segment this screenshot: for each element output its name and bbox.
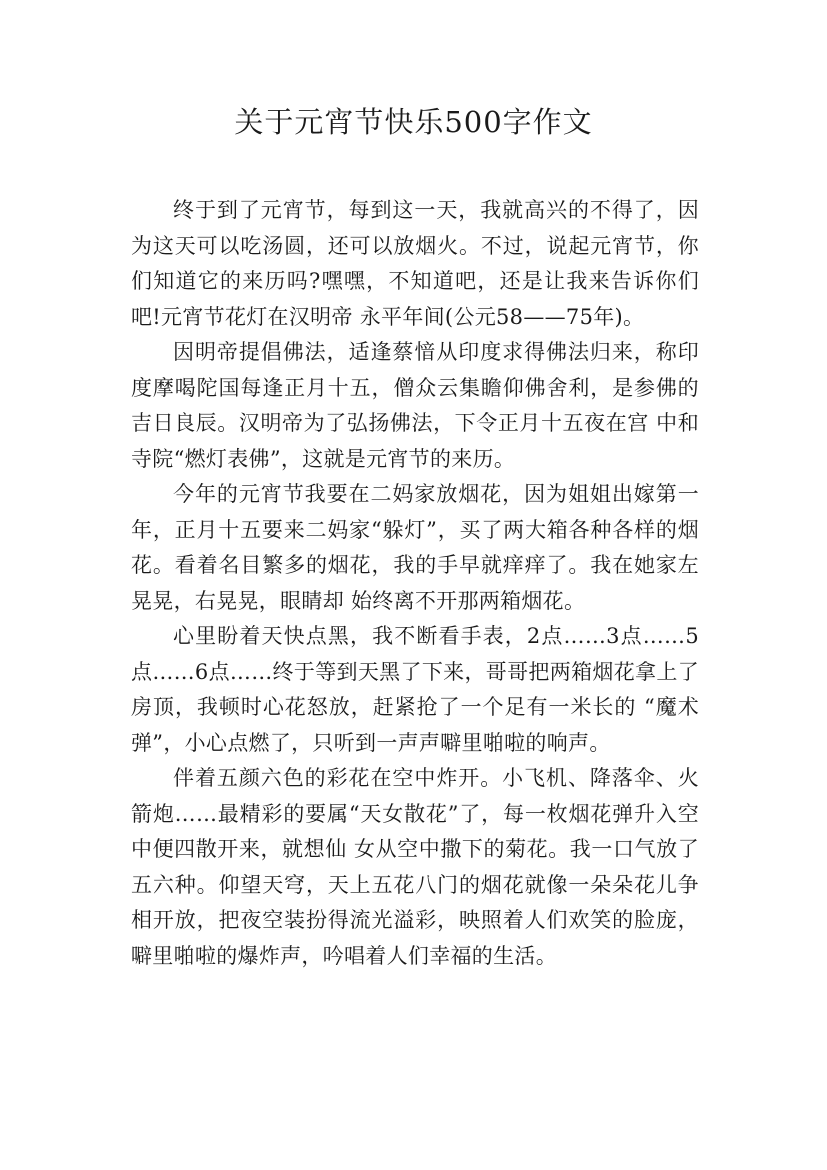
- paragraph-5: 伴着五颜六色的彩花在空中炸开。小飞机、降落伞、火箭炮……最精彩的要属“天女散花”了，每一枚烟花弹升入空中便四散开来，就想仙 女从空中撒下的菊花。我一口气放了五六种。仰望天穹，天上五花八门的烟花就像一朵朵花儿争相开放，把夜空装扮得流光溢彩，映照着人们欢笑的脸庞，噼里啪啦的爆炸声，吟唱着人们幸福的生活。: [131, 766, 699, 968]
- document-body: [131, 193, 699, 974]
- paragraph-4: 心里盼着天快点黑，我不断看手表，2点……3点……5点……6点……终于等到天黑了下来，哥哥把两箱烟花拿上了房顶，我顿时心花怒放，赶紧抢了一个足有一米长的 “魔术弹”，小心点燃了，只听到一声声噼里啪啦的响声。: [131, 624, 699, 755]
- paragraph-2: 因明帝提倡佛法，适逢蔡愔从印度求得佛法归来，称印度摩喝陀国每逢正月十五，僧众云集瞻仰佛舍利，是参佛的吉日良辰。汉明帝为了弘扬佛法，下令正月十五夜在宫 中和寺院“燃灯表佛”，这就是元宵节的来历。: [131, 340, 699, 471]
- document-title: 关于元宵节快乐500字作文: [234, 105, 593, 139]
- paragraph-1: 终于到了元宵节，每到这一天，我就高兴的不得了，因为这天可以吃汤圆，还可以放烟火。不过，说起元宵节，你们知道它的来历吗?嘿嘿，不知道吧，还是让我来告诉你们吧!元宵节花灯在汉明帝 永平年间(公元58——75年)。: [131, 198, 699, 329]
- paragraph-3: 今年的元宵节我要在二妈家放烟花，因为姐姐出嫁第一年，正月十五要来二妈家“躲灯”，买了两大箱各种各样的烟花。看着名目繁多的烟花，我的手早就痒痒了。我在她家左晃晃，右晃晃，眼睛却 始终离不开那两箱烟花。: [131, 482, 699, 613]
